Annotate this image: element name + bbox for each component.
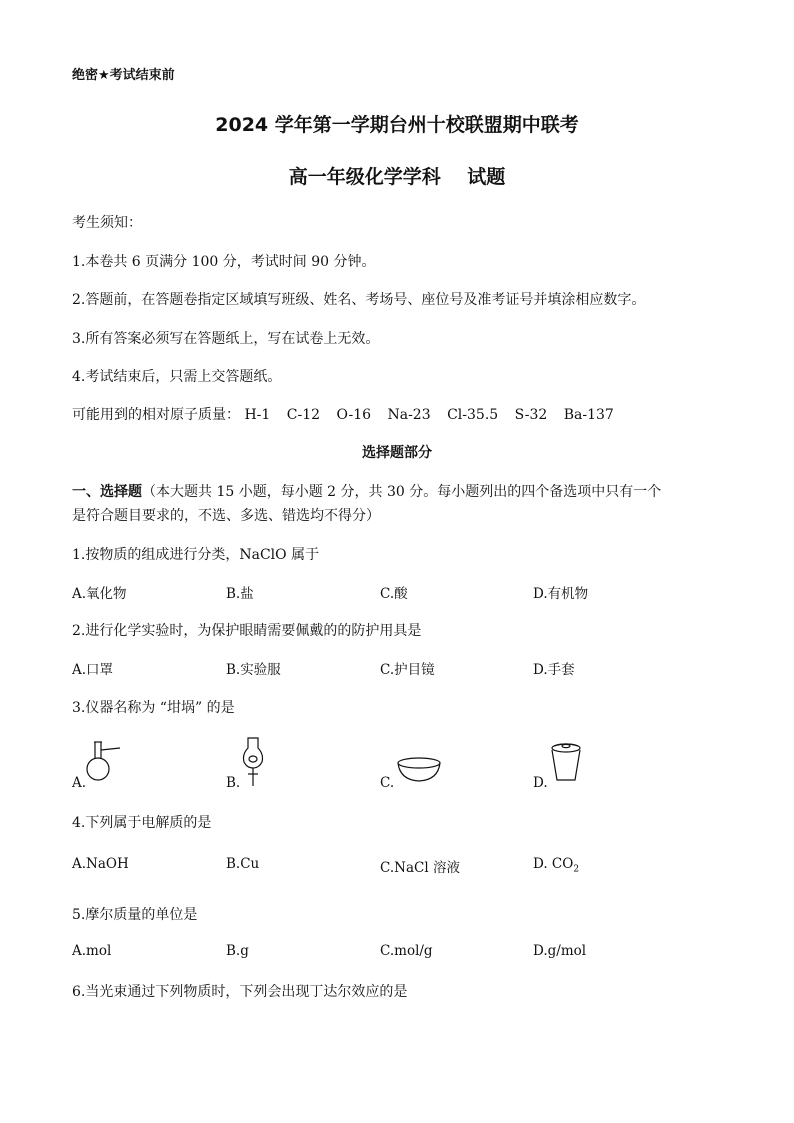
option-c: C. (380, 775, 395, 791)
atomic-mass-item: O-16 (336, 407, 372, 423)
section-title: 选择题部分 (362, 445, 432, 461)
question-stem: 1.按物质的组成进行分类，NaClO 属于 (72, 547, 320, 563)
option-b: B.g (226, 943, 249, 959)
notice-item: 4.考试结束后，只需上交答题纸。 (72, 369, 282, 385)
option-a: A.氧化物 (72, 586, 127, 602)
option-c: C.酸 (380, 586, 408, 602)
question-stem: 4.下列属于电解质的是 (72, 815, 212, 831)
notice-item: 1.本卷共 6 页满分 100 分，考试时间 90 分钟。 (72, 254, 376, 270)
notice-item: 3.所有答案必须写在答题纸上，写在试卷上无效。 (72, 331, 380, 347)
notice-item: 2.答题前，在答题卷指定区域填写班级、姓名、考场号、座位号及准考证号并填涂相应数字。 (72, 292, 646, 308)
option-a: A.NaOH (72, 856, 129, 872)
section-instructions (72, 481, 661, 501)
instructions-line-2: 是符合题目要求的，不选、多选、错选均不得分） (72, 508, 380, 524)
notice-heading: 考生须知： (72, 215, 142, 231)
part-label: 一、选择题 (72, 484, 142, 500)
option-b: B.Cu (226, 856, 260, 872)
question-stem: 5.摩尔质量的单位是 (72, 907, 198, 923)
option-d (533, 856, 579, 875)
option-d: D.g/mol (533, 943, 587, 959)
option-d: D. (533, 775, 548, 791)
subscript: 2 (573, 864, 580, 875)
option-a: A.mol (72, 943, 112, 959)
question-stem: 6.当光束通过下列物质时，下列会出现丁达尔效应的是 (72, 984, 408, 1000)
option-d: D.有机物 (533, 586, 589, 602)
option-d: D.手套 (533, 662, 575, 678)
atomic-mass-item: Na-23 (387, 407, 431, 423)
evaporating-dish-icon (394, 754, 444, 784)
atomic-mass-item: S-32 (514, 407, 548, 423)
crucible-icon (546, 740, 586, 784)
option-a: A.口罩 (72, 662, 114, 678)
option-d-text: D. CO (533, 856, 574, 872)
option-c: C.护目镜 (380, 662, 435, 678)
atomic-mass-line (72, 404, 614, 424)
exam-title: 2024 学年第一学期台州十校联盟期中联考 (215, 114, 579, 136)
atomic-mass-list (240, 407, 614, 423)
option-c: C.NaCl 溶液 (380, 860, 460, 876)
atomic-mass-item: Cl-35.5 (447, 407, 499, 423)
option-c: C.mol/g (380, 943, 433, 959)
atomic-mass-item: H-1 (244, 407, 271, 423)
option-b: B.盐 (226, 586, 254, 602)
instructions-line-1: （本大题共 15 小题，每小题 2 分，共 30 分。每小题列出的四个备选项中只有一个 (142, 484, 662, 500)
question-stem: 3.仪器名称为 “坩埚” 的是 (72, 700, 235, 716)
secret-label: 绝密★考试结束前 (72, 68, 175, 83)
question-stem: 2.进行化学实验时，为保护眼睛需要佩戴的的防护用具是 (72, 623, 422, 639)
round-bottom-flask-icon (80, 738, 126, 786)
option-b: B.实验服 (226, 662, 281, 678)
atomic-mass-item: C-12 (286, 407, 321, 423)
option-a: A. (72, 775, 87, 791)
atomic-mass-item: Ba-137 (563, 407, 614, 423)
exam-subtitle: 高一年级化学学科 试题 (288, 166, 506, 188)
atomic-mass-label: 可能用到的相对原子质量： (72, 407, 240, 423)
option-b: B. (226, 775, 241, 791)
separatory-funnel-icon (238, 736, 268, 788)
